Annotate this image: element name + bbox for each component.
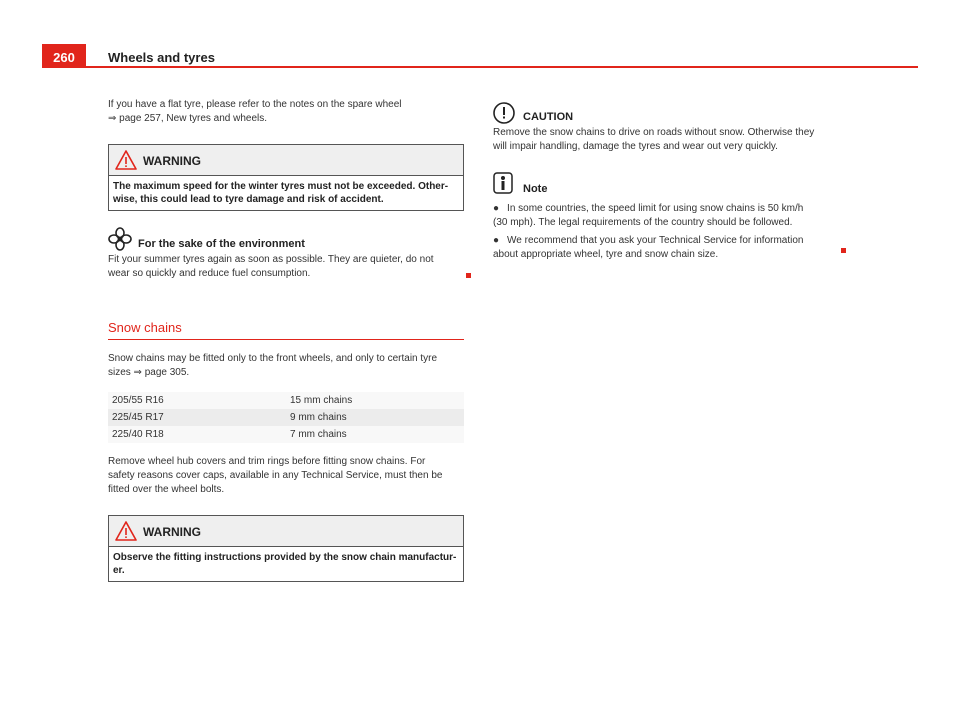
warning-title: WARNING: [143, 154, 201, 168]
note-title: Note: [523, 183, 548, 195]
caution-header: [493, 102, 839, 126]
snow-chains-intro: [108, 352, 464, 380]
fitting-paragraph: [108, 455, 464, 497]
paragraph-line: fitted over the wheel bolts.: [108, 484, 225, 495]
intro-line: Snow chains may be fitted only to the front wheels, and only to certain tyre: [108, 353, 438, 364]
section-end-marker: [466, 273, 471, 278]
bullet-line: In some countries, the speed limit for using snow chains is 50 km/h: [507, 203, 804, 214]
caution-icon: [493, 102, 515, 124]
left-column: [108, 98, 464, 582]
note-bullet: [493, 234, 839, 262]
table-row: [108, 392, 464, 409]
table-row: [108, 409, 464, 426]
header-rule: [86, 66, 918, 68]
warning-box: [108, 515, 464, 582]
environment-line: wear so quickly and reduce fuel consumption.: [108, 268, 311, 279]
warning-line: er.: [113, 565, 125, 576]
bullet-dot: ●: [493, 203, 500, 214]
right-column: [493, 102, 839, 262]
caution-text: [493, 126, 839, 154]
warning-icon: [115, 150, 137, 170]
paragraph-line: safety reasons cover caps, available in any Technical Service, must then be: [108, 470, 443, 481]
intro-paragraph: [108, 98, 464, 126]
environment-line: Fit your summer tyres again as soon as possible. They are quieter, do not: [108, 254, 434, 265]
warning-line: The maximum speed for the winter tyres must not be exceeded. Other-: [113, 181, 449, 192]
warning-line: wise, this could lead to tyre damage and risk of accident.: [113, 194, 384, 205]
tyre-size-cell: 225/45 R17: [108, 409, 286, 426]
bullet-line: (30 mph). The legal requirements of the country should be followed.: [493, 217, 793, 228]
page-header: [42, 44, 918, 68]
chain-size-table: [108, 392, 464, 443]
chain-size-cell: 15 mm chains: [286, 392, 464, 409]
chain-size-cell: 7 mm chains: [286, 426, 464, 443]
note-header: [493, 172, 839, 196]
flower-icon: [108, 227, 132, 251]
warning-title: WARNING: [143, 525, 201, 539]
caution-title: CAUTION: [523, 111, 574, 123]
intro-line: If you have a flat tyre, please refer to the notes on the spare wheel: [108, 99, 402, 110]
page-title: Wheels and tyres: [108, 50, 215, 65]
environment-title: For the sake of the environment: [138, 238, 305, 250]
page-link[interactable]: sizes ⇒ page 305.: [108, 367, 190, 378]
warning-icon: [115, 521, 137, 541]
paragraph-line: Remove wheel hub covers and trim rings before fitting snow chains. For: [108, 456, 426, 467]
warning-box: [108, 144, 464, 211]
tyre-size-cell: 225/40 R18: [108, 426, 286, 443]
section-heading: Snow chains: [108, 321, 464, 340]
warning-header: [109, 516, 463, 547]
warning-header: [109, 145, 463, 176]
warning-text: [109, 176, 463, 210]
environment-note: [108, 227, 464, 281]
chain-size-cell: 9 mm chains: [286, 409, 464, 426]
caution-line: Remove the snow chains to drive on roads without snow. Otherwise they: [493, 127, 815, 138]
tyre-size-cell: 205/55 R16: [108, 392, 286, 409]
warning-line: Observe the fitting instructions provided by the snow chain manufactur-: [113, 552, 457, 563]
warning-text: [109, 547, 463, 581]
note-bullet: [493, 202, 839, 230]
caution-line: will impair handling, damage the tyres and wear out very quickly.: [493, 141, 778, 152]
environment-header: [108, 227, 464, 253]
info-icon: [493, 172, 513, 194]
environment-text: [108, 253, 464, 281]
bullet-dot: ●: [493, 235, 500, 246]
table-row: [108, 426, 464, 443]
bullet-line: about appropriate wheel, tyre and snow chain size.: [493, 249, 719, 260]
page-link[interactable]: ⇒ page 257, New tyres and wheels.: [108, 113, 268, 124]
page-number: 260: [42, 44, 86, 68]
bullet-line: We recommend that you ask your Technical Service for information: [507, 235, 804, 246]
section-end-marker: [841, 248, 846, 253]
